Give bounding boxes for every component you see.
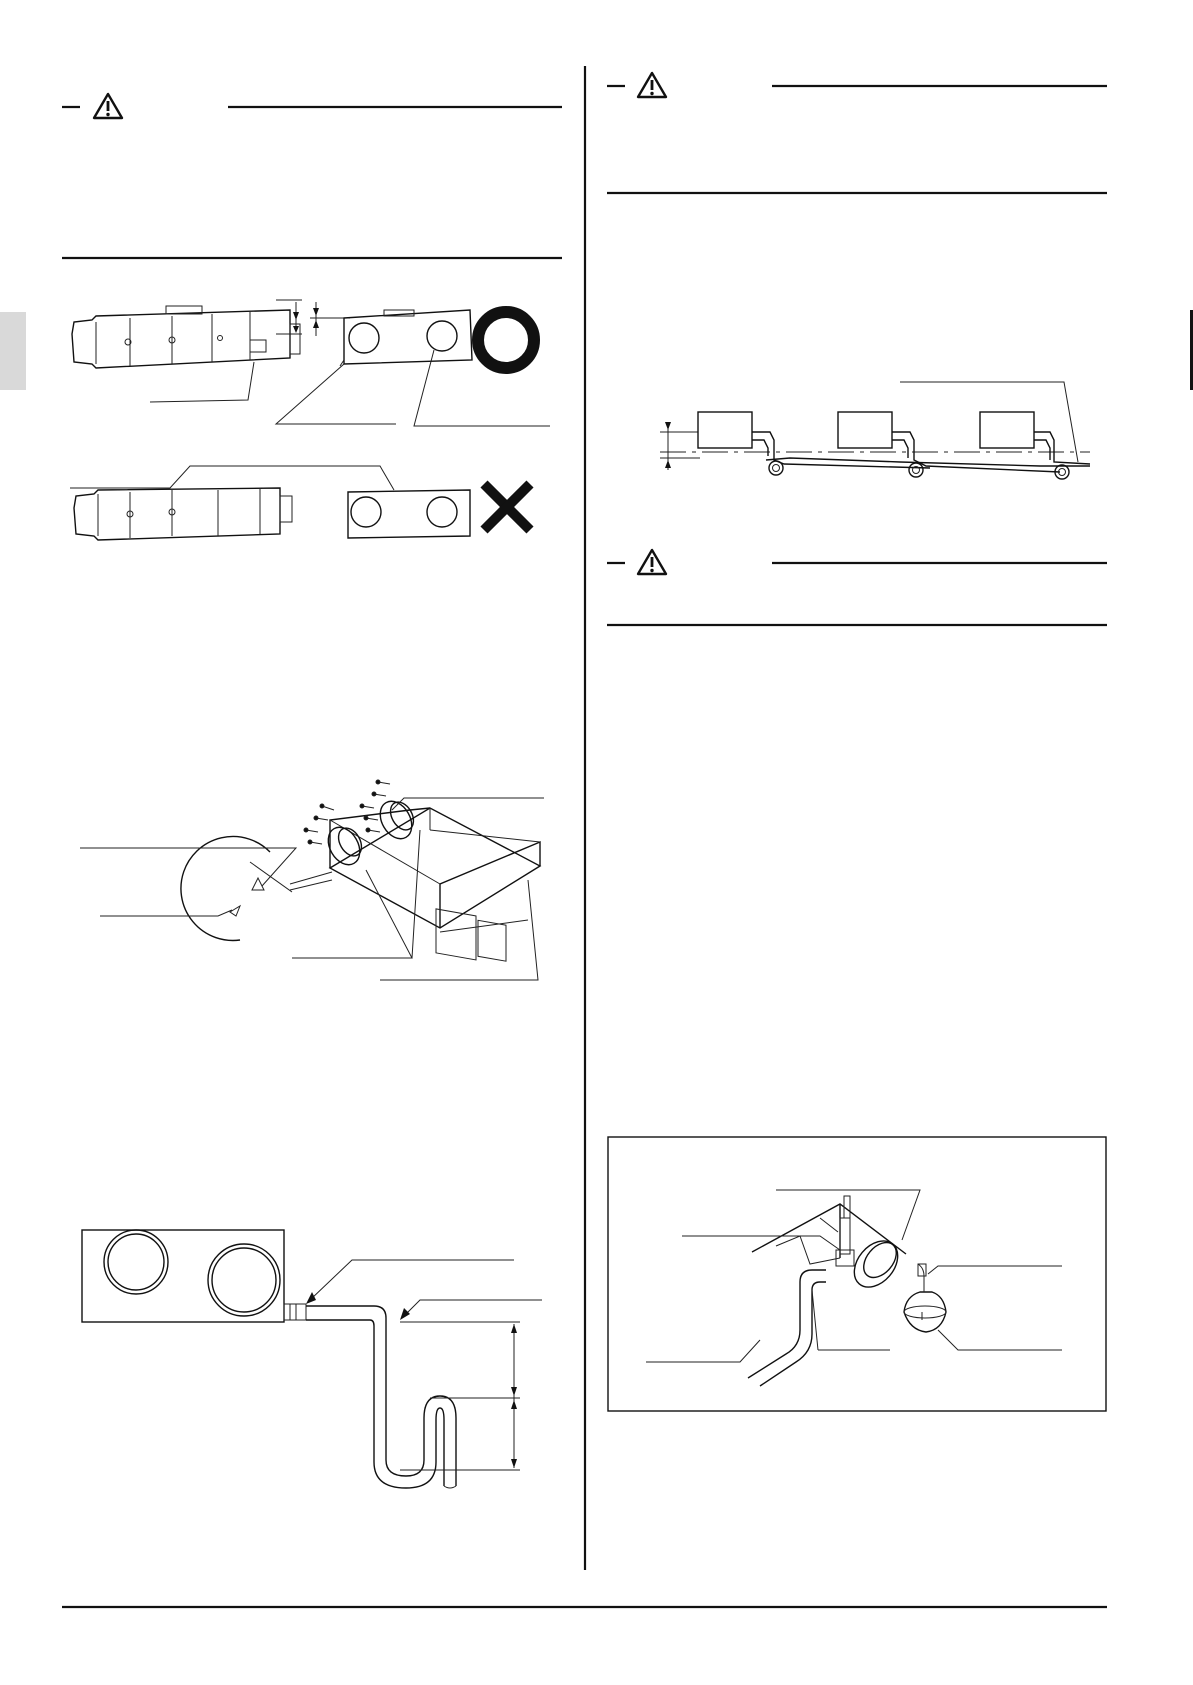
unit-2: [838, 412, 892, 448]
figure-unit-level-correct: [72, 300, 550, 426]
cross-incorrect-icon: [484, 484, 530, 530]
figure-drain-check-box: [608, 1137, 1106, 1411]
circle-correct-icon: [478, 312, 534, 368]
unit-3: [980, 412, 1034, 448]
unit-1: [698, 412, 752, 448]
figure-drain-piping-multiple-units: [660, 382, 1090, 479]
caution-header-3: [607, 550, 1107, 574]
warning-triangle-icon: [638, 550, 666, 574]
section-side-tab: [0, 312, 26, 390]
warning-triangle-icon: [94, 94, 122, 118]
warning-triangle-icon: [638, 73, 666, 97]
caution-header-1: [62, 94, 562, 118]
caution-header-2: [607, 73, 1107, 97]
figure-unit-tilted-incorrect: [70, 466, 530, 540]
figure-duct-connection: [80, 780, 544, 980]
figure-drain-trap: [82, 1230, 542, 1488]
